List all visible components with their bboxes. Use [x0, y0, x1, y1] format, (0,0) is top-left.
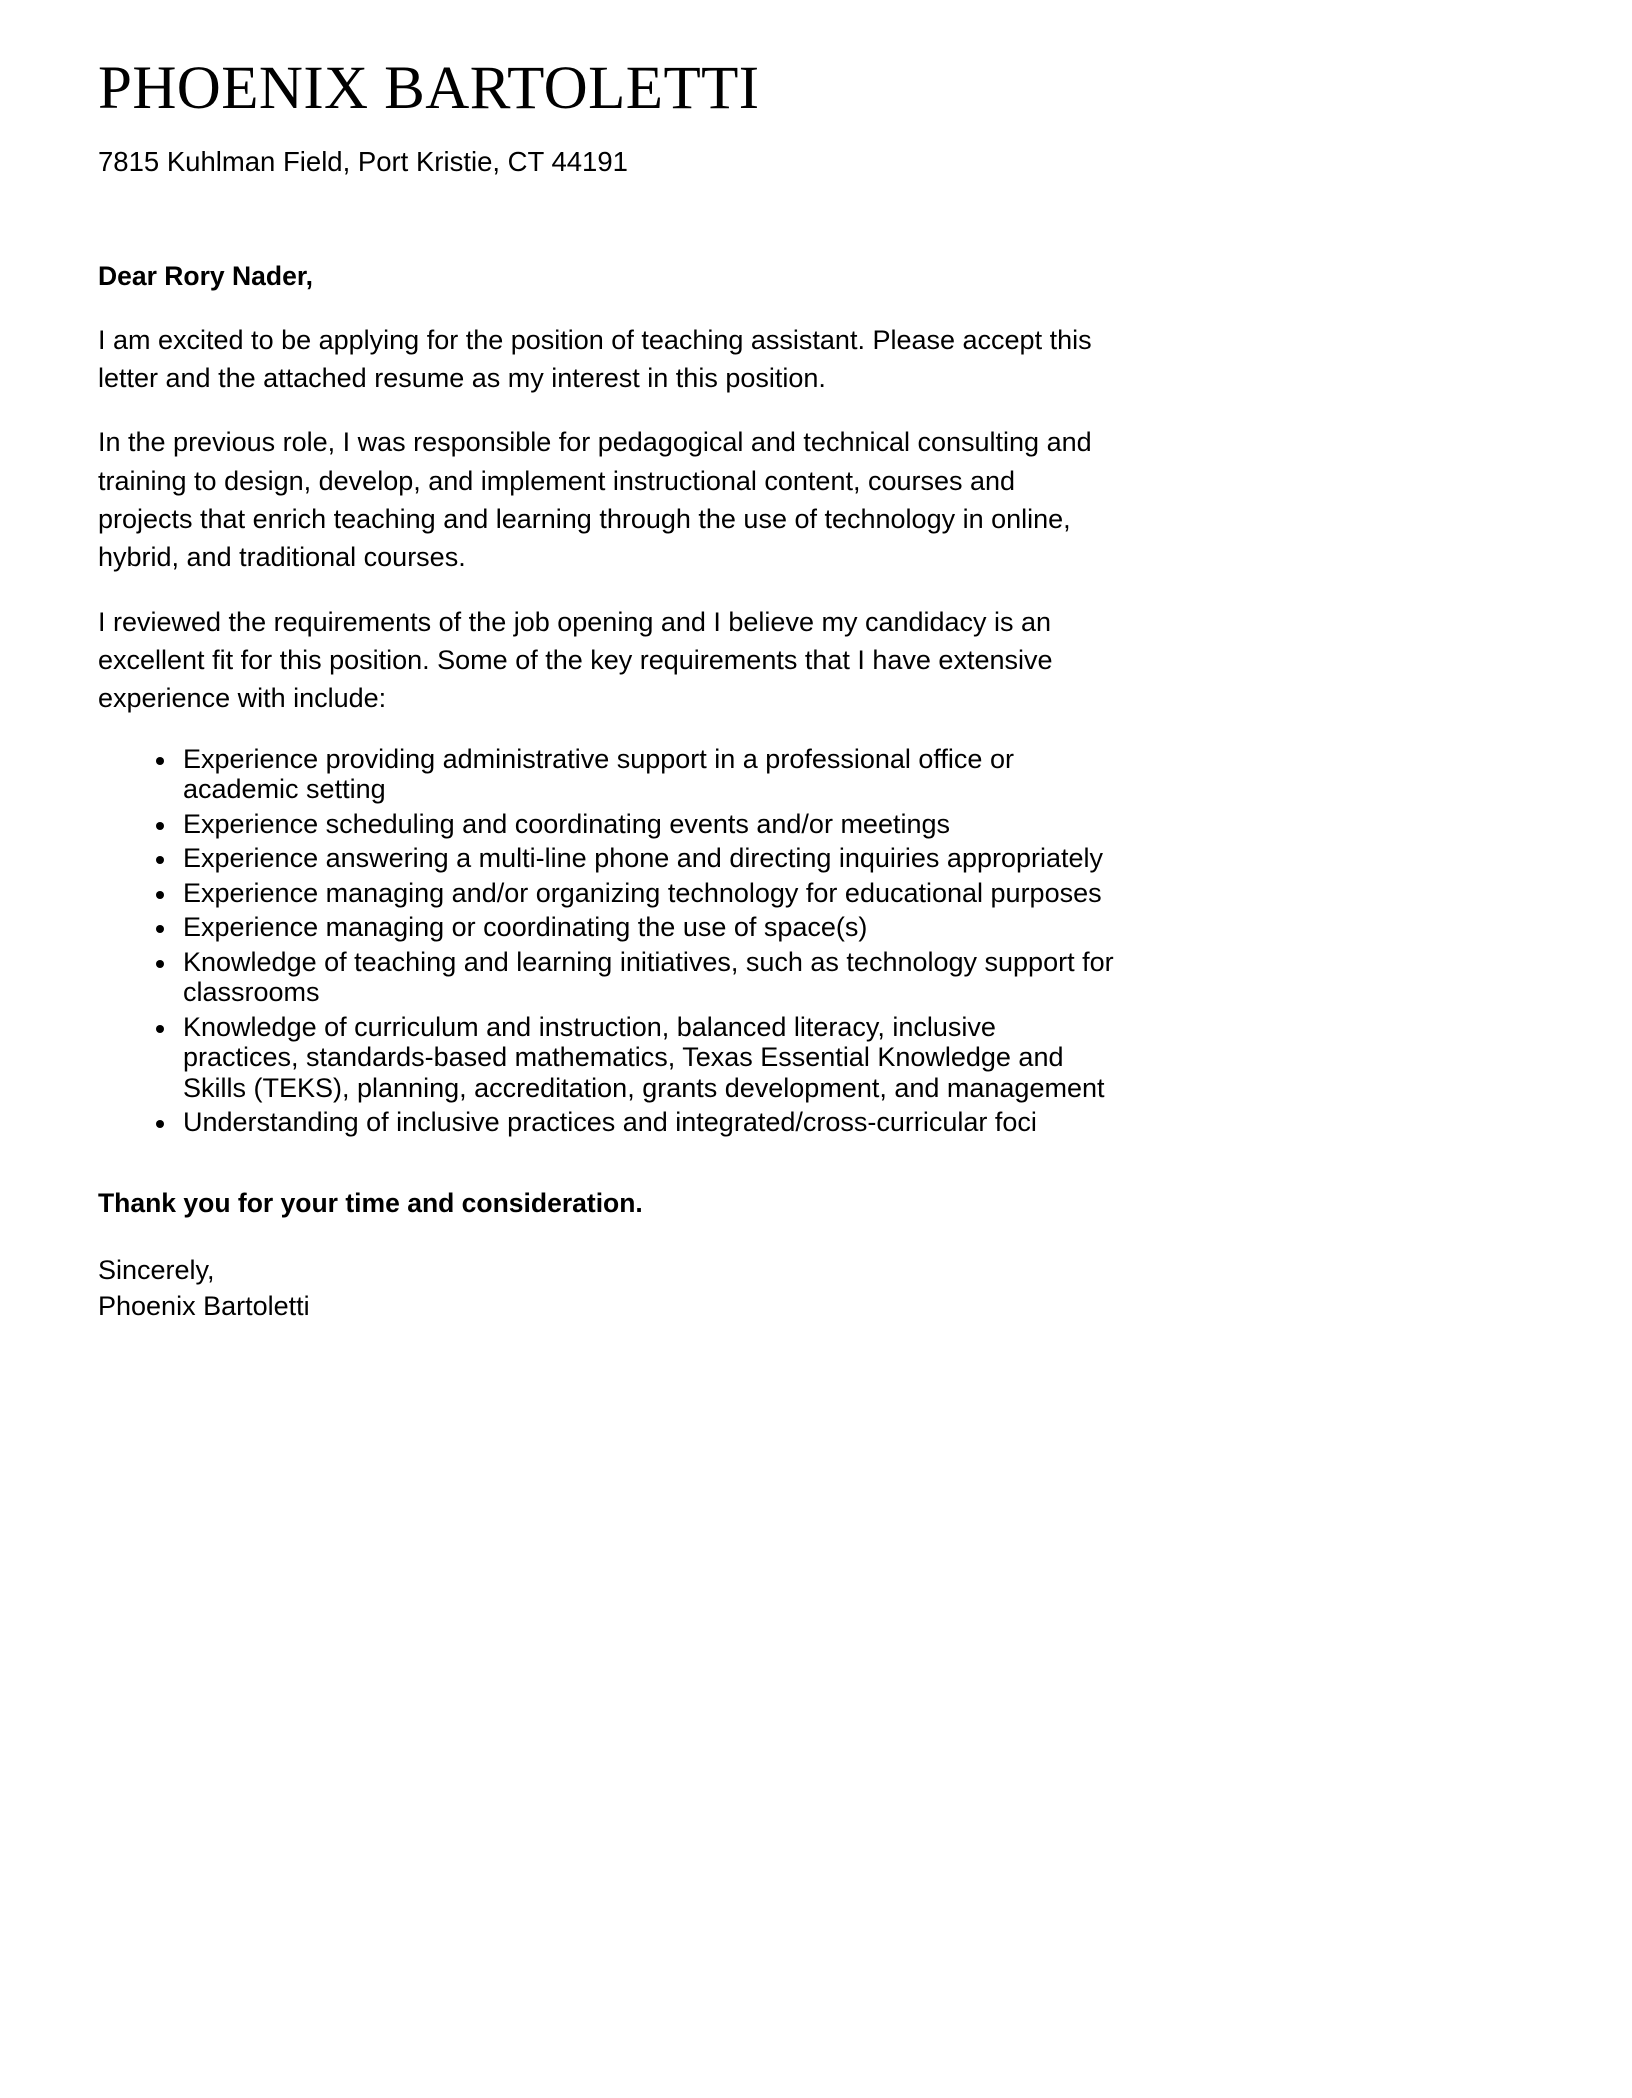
list-item: Experience answering a multi-line phone and directing inquiries appropriately: [98, 843, 1114, 874]
list-item: Experience managing or coordinating the use of space(s): [98, 912, 1114, 943]
list-item: Understanding of inclusive practices and integrated/cross-curricular foci: [98, 1107, 1114, 1138]
letter-content: [98, 56, 1114, 1325]
list-item: Experience managing and/or organizing technology for educational purposes: [98, 878, 1114, 909]
closing-statement: Thank you for your time and consideration.: [98, 1187, 643, 1218]
body-paragraph-1: I am excited to be applying for the position of teaching assistant. Please accept this letter and the attached resume as my interest in this position.: [98, 324, 1092, 393]
body-paragraph-2: In the previous role, I was responsible for pedagogical and technical consulting and training to design, develop, and implement instructional content, courses and projects that enrich teaching and learning through the use of technology in online, hybrid, and traditional courses.: [98, 427, 1092, 573]
list-item: Experience providing administrative support in a professional office or academic setting: [98, 744, 1114, 805]
page-title: PHOENIX BARTOLETTI: [98, 55, 760, 122]
list-item: Knowledge of teaching and learning initiatives, such as technology support for classrooms: [98, 947, 1114, 1008]
signature-block: [98, 1253, 1114, 1324]
salutation: Dear Rory Nader,: [98, 260, 314, 291]
body-paragraph-3: I reviewed the requirements of the job opening and I believe my candidacy is an excellent fit for this position. Some of the key requirements that I have extensive experience with include:: [98, 606, 1053, 714]
sender-address: 7815 Kuhlman Field, Port Kristie, CT 44191: [98, 145, 628, 177]
signoff-text: Sincerely,: [98, 1255, 215, 1286]
signature-name: Phoenix Bartoletti: [98, 1290, 310, 1321]
list-item: Experience scheduling and coordinating events and/or meetings: [98, 809, 1114, 840]
requirements-list: [98, 744, 1114, 1138]
list-item: Knowledge of curriculum and instruction, balanced literacy, inclusive practices, standards-based mathematics, Texas Essential Knowledge and Skills (TEKS), planning, accreditation, grants development, and management: [98, 1012, 1114, 1104]
